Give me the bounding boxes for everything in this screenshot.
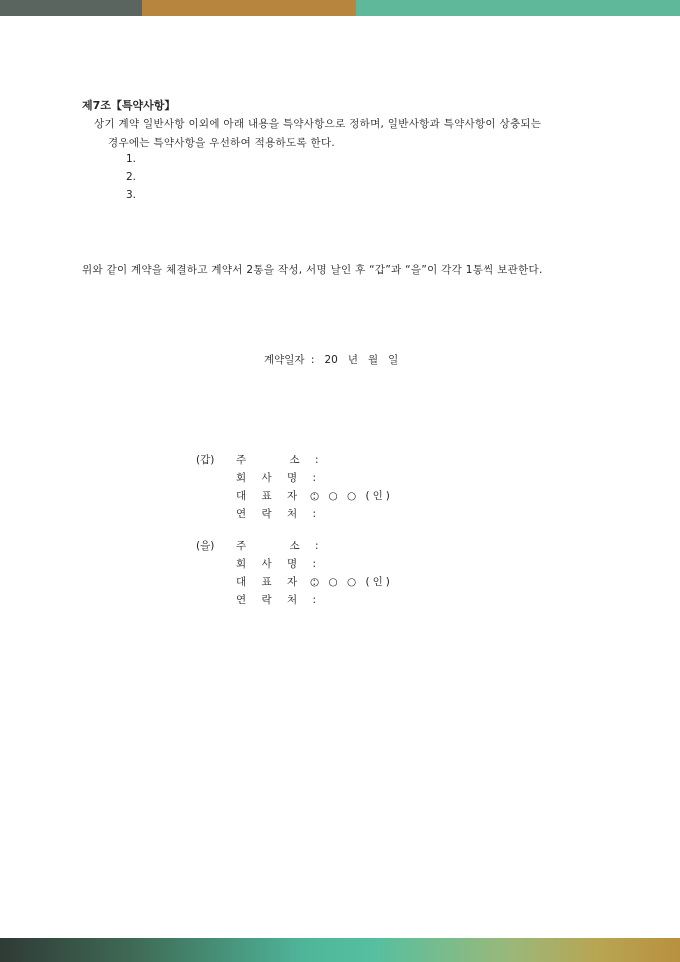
header-bar-teal-segment: [356, 0, 680, 16]
header-decoration-bar: [0, 0, 680, 16]
article-heading: 제7조【특약사항】: [82, 99, 176, 112]
party-b-tag: (을): [196, 540, 215, 552]
party-a-representative-signature: ○ ○ ○ (인): [310, 490, 393, 502]
party-b-company-label: 회 사 명 :: [236, 558, 322, 570]
contract-date-year-unit: 년: [347, 354, 358, 366]
article-paragraph-line-1: 상기 계약 일반사항 이외에 아래 내용을 특약사항으로 정하며, 일반사항과 특약사항이 상충되는: [94, 118, 542, 130]
contract-date-line: [264, 352, 408, 367]
closing-statement: 위와 같이 계약을 체결하고 계약서 2통을 작성, 서명 날인 후 “갑”과 “을”이 각각 1통씩 보관한다.: [82, 264, 543, 276]
party-a-representative-label: 대 표 자 :: [236, 490, 322, 502]
party-a-contact-label: 연 락 처 :: [236, 508, 322, 520]
list-item-number: 1.: [126, 153, 137, 165]
contract-date-day-unit: 일: [388, 354, 399, 366]
article-paragraph-line-2: 경우에는 특약사항을 우선하여 적용하도록 한다.: [108, 137, 336, 149]
party-b-address-label: 주 소 :: [236, 540, 325, 552]
party-b-contact-label: 연 락 처 :: [236, 594, 322, 606]
header-bar-dark-segment: [0, 0, 142, 16]
footer-decoration-bar: [0, 938, 680, 962]
party-a-company-label: 회 사 명 :: [236, 472, 322, 484]
list-item-number: 3.: [126, 189, 137, 201]
party-b-representative-label: 대 표 자 :: [236, 576, 322, 588]
header-bar-gold-segment: [142, 0, 356, 16]
contract-date-label: 계약일자 :: [264, 354, 315, 366]
article-paragraph: [94, 115, 614, 153]
party-b-representative-signature: ○ ○ ○ (인): [310, 576, 393, 588]
party-a-address-label: 주 소 :: [236, 454, 325, 466]
party-a-tag: (갑): [196, 454, 215, 466]
contract-date-month-unit: 월: [367, 354, 379, 366]
contract-date-year-prefix: 20: [324, 354, 338, 366]
list-item-number: 2.: [126, 171, 137, 183]
